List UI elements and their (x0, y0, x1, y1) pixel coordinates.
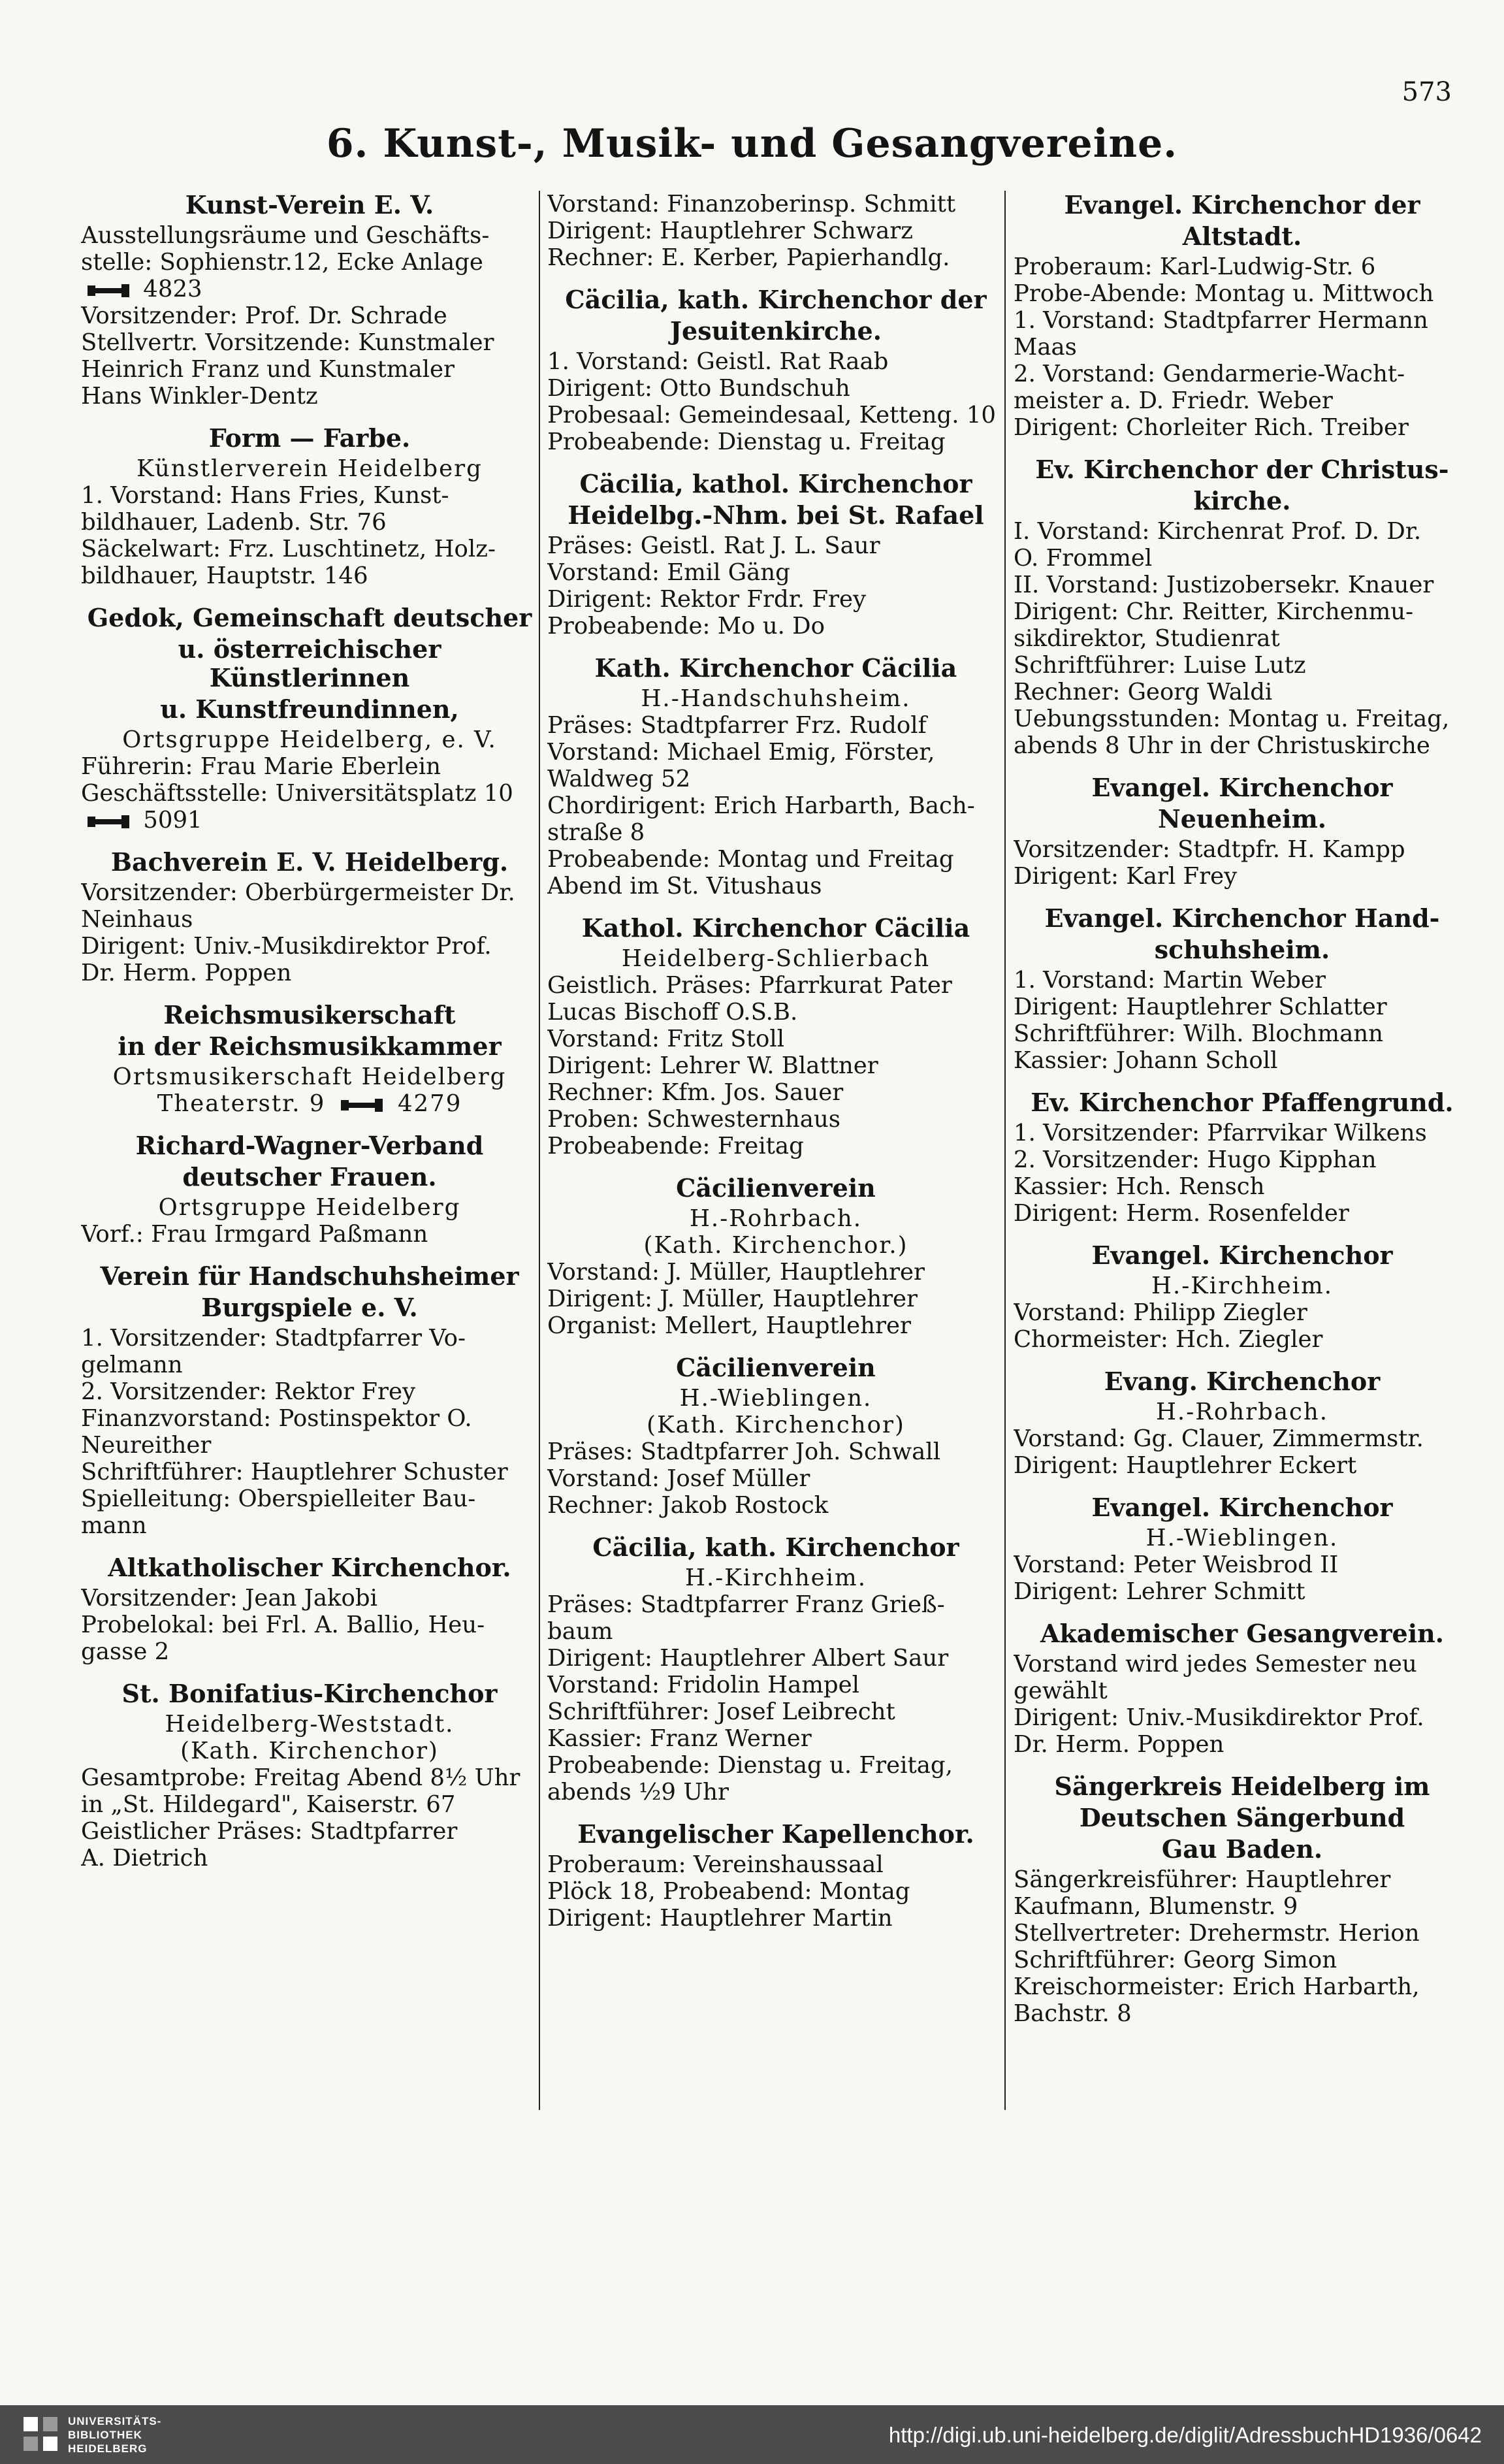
column-divider (539, 191, 540, 2110)
entry-line: Dirigent: Hauptlehrer Martin (547, 1905, 893, 1932)
entry-line: Vorstand wird jedes Semester neu (1014, 1651, 1417, 1678)
entry-line: Proben: Schwesternhaus (547, 1106, 840, 1133)
entry-line: Rechner: Georg Waldi (1014, 679, 1273, 705)
source-url[interactable]: http://digi.ub.uni-heidelberg.de/diglit/AdressbuchHD1936/0642 (888, 2423, 1482, 2447)
directory-entry (547, 285, 1004, 455)
entry-line: Dr. Herm. Poppen (1014, 1731, 1224, 1758)
entry-line: Probeabende: Freitag (547, 1133, 804, 1159)
entry-subheading: Ortsmusikerschaft Heidelberg (112, 1063, 507, 1090)
entry-line: Dirigent: Lehrer W. Blattner (547, 1052, 878, 1079)
entry-line: 2. Vorsitzender: Rektor Frey (81, 1378, 416, 1405)
directory-entry (547, 470, 1004, 640)
entry-heading: Evangel. Kirchenchor (1091, 773, 1393, 802)
directory-entry (547, 1354, 1004, 1519)
telephone-icon (338, 1096, 385, 1114)
directory-entry (81, 1131, 538, 1248)
directory-entry (81, 604, 538, 834)
entry-subheading: Ortsgruppe Heidelberg (158, 1194, 461, 1221)
entry-line: Präses: Stadtpfarrer Franz Grieß- (547, 1591, 945, 1618)
entry-heading: u. Kunstfreundinnen, (160, 694, 459, 724)
column-1 (81, 191, 538, 1886)
entry-line: gelmann (81, 1352, 183, 1378)
entry-subheading: Theaterstr. 9 4279 (157, 1090, 462, 1117)
directory-entry (547, 191, 1004, 271)
entry-line: Kassier: Johann Scholl (1014, 1047, 1278, 1074)
entry-line: Dirigent: Karl Frey (1014, 863, 1238, 890)
entry-line: Dirigent: Chorleiter Rich. Treiber (1014, 414, 1409, 441)
entry-line: Vorstand: Gg. Clauer, Zimmermstr. (1014, 1425, 1424, 1452)
directory-entry (1014, 904, 1471, 1074)
entry-line: Neureither (81, 1432, 212, 1459)
entry-line: Vorstand: Fritz Stoll (547, 1026, 785, 1052)
entry-line: Probelokal: bei Frl. A. Ballio, Heu- (81, 1612, 485, 1638)
entry-heading: Gedok, Gemeinschaft deutscher (87, 603, 532, 632)
entry-heading: Evangel. Kirchenchor (1091, 1493, 1393, 1522)
entry-line: Dirigent: Univ.-Musikdirektor Prof. (81, 933, 492, 960)
entry-line: abends 8 Uhr in der Christuskirche (1014, 732, 1430, 759)
entry-subheading: Heidelberg-Schlierbach (621, 945, 931, 972)
entry-line: 1. Vorsitzender: Pfarrvikar Wilkens (1014, 1120, 1427, 1146)
directory-entry (81, 848, 538, 986)
entry-subheading: Ortsgruppe Heidelberg, e. V. (122, 726, 497, 753)
entry-line: Dirigent: J. Müller, Hauptlehrer (547, 1286, 918, 1312)
entry-line: straße 8 (547, 819, 645, 846)
entry-line: Proberaum: Karl-Ludwig-Str. 6 (1014, 253, 1376, 280)
entry-line: Neinhaus (81, 906, 193, 933)
directory-entry (81, 424, 538, 589)
directory-entry (1014, 1493, 1471, 1605)
entry-line: Dirigent: Lehrer Schmitt (1014, 1578, 1305, 1605)
entry-heading: kirche. (1193, 486, 1291, 515)
entry-line: Lucas Bischoff O.S.B. (547, 999, 798, 1026)
entry-line: Waldweg 52 (547, 766, 691, 792)
entry-line: abends ½9 Uhr (547, 1779, 729, 1806)
entry-line: Stellvertreter: Drehermstr. Herion (1014, 1920, 1420, 1947)
entry-subheading: H.-Wieblingen. (1145, 1525, 1339, 1551)
entry-heading: Neuenheim. (1157, 804, 1327, 834)
entry-heading: Jesuitenkirche. (670, 316, 882, 346)
entry-line: Schriftführer: Josef Leibrecht (547, 1698, 895, 1725)
entry-heading: Bachverein E. V. Heidelberg. (110, 847, 509, 877)
entry-line: Rechner: Jakob Rostock (547, 1492, 829, 1519)
library-name-line: BIBLIOTHEK (68, 2429, 142, 2441)
entry-line: 2. Vorsitzender: Hugo Kipphan (1014, 1146, 1377, 1173)
entry-line: Dirigent: Univ.-Musikdirektor Prof. (1014, 1704, 1424, 1731)
directory-entry (1014, 773, 1471, 890)
directory-entry (81, 191, 538, 410)
entry-line: Probeabende: Mo u. Do (547, 613, 825, 640)
entry-heading: Evangelischer Kapellenchor. (577, 1819, 974, 1849)
entry-heading: Evangel. Kirchenchor Hand- (1044, 903, 1440, 933)
entry-line: mann (81, 1512, 147, 1539)
entry-line: II. Vorstand: Justizobersekr. Knauer (1014, 572, 1434, 598)
entry-subheading: (Kath. Kirchenchor) (647, 1412, 905, 1438)
entry-heading: Burgspiele e. V. (201, 1293, 418, 1322)
library-name (68, 2414, 161, 2456)
entry-line: Vorstand: Josef Müller (547, 1465, 810, 1492)
telephone-icon (85, 282, 132, 300)
entry-line: Dirigent: Chr. Reitter, Kirchenmu- (1014, 598, 1414, 625)
entry-heading: Altkatholischer Kirchenchor. (108, 1553, 511, 1582)
entry-subheading: H.-Rohrbach. (1155, 1399, 1329, 1425)
entry-subheading: Heidelberg-Weststadt. (165, 1711, 455, 1738)
entry-line: Sängerkreisführer: Hauptlehrer (1014, 1866, 1391, 1893)
page-number: 573 (1401, 77, 1452, 107)
entry-line: Vorstand: Michael Emig, Förster, (547, 739, 935, 766)
entry-heading: Ev. Kirchenchor Pfaffengrund. (1031, 1088, 1454, 1117)
directory-entry (547, 654, 1004, 900)
entry-line: Proberaum: Vereinshaussaal (547, 1851, 884, 1878)
library-logo-icon (20, 2413, 61, 2455)
entry-subheading: (Kath. Kirchenchor) (180, 1738, 439, 1764)
entry-line: Organist: Mellert, Hauptlehrer (547, 1312, 911, 1339)
entry-line: 4823 (81, 276, 538, 302)
entry-heading: St. Bonifatius-Kirchenchor (121, 1679, 498, 1708)
entry-heading: Reichsmusikerschaft (163, 1000, 456, 1029)
directory-entry (81, 1553, 538, 1665)
entry-heading: Gau Baden. (1161, 1834, 1323, 1864)
entry-line: Dirigent: Herm. Rosenfelder (1014, 1200, 1349, 1227)
entry-heading: Cäcilia, kath. Kirchenchor (592, 1532, 959, 1562)
entry-line: Säckelwart: Frz. Luschtinetz, Holz- (81, 536, 496, 562)
entry-line: bildhauer, Hauptstr. 146 (81, 562, 368, 589)
directory-entry (547, 1820, 1004, 1932)
entry-line: Dirigent: Rektor Frdr. Frey (547, 586, 867, 613)
entry-heading: Heidelbg.-Nhm. bei St. Rafael (568, 500, 984, 530)
entry-line: gasse 2 (81, 1638, 170, 1665)
directory-entry (547, 1174, 1004, 1339)
entry-line: 1. Vorsitzender: Stadtpfarrer Vo- (81, 1325, 466, 1352)
entry-subheading: H.-Wieblingen. (679, 1385, 872, 1412)
entry-line: Vorstand: Emil Gäng (547, 559, 790, 586)
entry-heading: Kath. Kirchenchor Cäcilia (594, 653, 957, 683)
entry-line: Dirigent: Otto Bundschuh (547, 375, 850, 402)
entry-subheading: H.-Kirchheim. (684, 1564, 867, 1591)
entry-line: Schriftführer: Wilh. Blochmann (1014, 1020, 1383, 1047)
entry-line: Kassier: Franz Werner (547, 1725, 812, 1752)
entry-line: Maas (1014, 334, 1077, 361)
entry-line: Plöck 18, Probeabend: Montag (547, 1878, 910, 1905)
entry-heading: Kunst-Verein E. V. (185, 190, 434, 219)
directory-entry (81, 1262, 538, 1539)
entry-line: Chordirigent: Erich Harbarth, Bach- (547, 792, 975, 819)
entry-line: Stellvertr. Vorsitzende: Kunstmaler (81, 329, 494, 356)
entry-subheading: H.-Kirchheim. (1151, 1273, 1333, 1299)
entry-line: Geschäftsstelle: Universitätsplatz 10 (81, 780, 513, 807)
entry-line: Vorsitzender: Prof. Dr. Schrade (81, 302, 447, 329)
entry-line: 1. Vorstand: Geistl. Rat Raab (547, 348, 889, 375)
entry-line: Abend im St. Vitushaus (547, 873, 822, 900)
entry-heading: Akademischer Gesangverein. (1040, 1619, 1444, 1648)
column-3 (1014, 191, 1471, 2041)
entry-line: 5091 (81, 807, 538, 834)
entry-heading: Verein für Handschuhsheimer (100, 1261, 519, 1291)
directory-entry (547, 914, 1004, 1159)
entry-heading: in der Reichsmusikkammer (118, 1031, 502, 1061)
entry-line: Vorstand: Finanzoberinsp. Schmitt (547, 191, 956, 218)
directory-entry (1014, 455, 1471, 759)
entry-line: Präses: Geistl. Rat J. L. Saur (547, 532, 880, 559)
entry-line: Kaufmann, Blumenstr. 9 (1014, 1893, 1298, 1920)
entry-line: Dirigent: Hauptlehrer Schlatter (1014, 994, 1387, 1020)
entry-heading: schuhsheim. (1154, 935, 1330, 964)
entry-line: A. Dietrich (81, 1845, 208, 1872)
entry-heading: Cäcilia, kath. Kirchenchor der (565, 285, 987, 314)
entry-line: Präses: Stadtpfarrer Joh. Schwall (547, 1438, 941, 1465)
entry-heading: Evang. Kirchenchor (1104, 1367, 1381, 1396)
entry-heading: Deutschen Sängerbund (1079, 1803, 1405, 1832)
entry-heading: Form — Farbe. (208, 423, 411, 453)
entry-line: Spielleitung: Oberspielleiter Bau- (81, 1485, 476, 1512)
entry-line: Kassier: Hch. Rensch (1014, 1173, 1265, 1200)
entry-line: Probeabende: Dienstag u. Freitag, (547, 1752, 953, 1779)
entry-line: Probeabende: Montag und Freitag (547, 846, 954, 873)
entry-heading: Cäcilienverein (676, 1173, 876, 1203)
entry-line: Schriftführer: Georg Simon (1014, 1947, 1337, 1973)
entry-heading: Richard-Wagner-Verband (135, 1131, 484, 1160)
column-divider (1004, 191, 1006, 2110)
entry-line: Heinrich Franz und Kunstmaler (81, 356, 455, 383)
entry-line: bildhauer, Ladenb. Str. 76 (81, 509, 387, 536)
entry-heading: Kathol. Kirchenchor Cäcilia (581, 913, 970, 943)
entry-line: in „St. Hildegard", Kaiserstr. 67 (81, 1791, 456, 1818)
entry-line: Vorstand: Philipp Ziegler (1014, 1299, 1307, 1326)
entry-line: Geistlicher Präses: Stadtpfarrer (81, 1818, 458, 1845)
directory-entry (1014, 1367, 1471, 1479)
entry-subheading: H.-Rohrbach. (689, 1205, 863, 1232)
entry-line: Ausstellungsräume und Geschäfts- (81, 222, 490, 249)
directory-entry (1014, 1241, 1471, 1353)
directory-entry (1014, 191, 1471, 441)
entry-line: Chormeister: Hch. Ziegler (1014, 1326, 1323, 1353)
entry-line: Dirigent: Hauptlehrer Albert Saur (547, 1645, 949, 1672)
entry-line: stelle: Sophienstr.12, Ecke Anlage (81, 249, 483, 276)
entry-heading: Evangel. Kirchenchor der (1064, 190, 1420, 219)
entry-line: Schriftführer: Hauptlehrer Schuster (81, 1459, 508, 1485)
library-name-line: HEIDELBERG (68, 2442, 148, 2455)
column-2 (547, 191, 1004, 1946)
entry-line: Vorsitzender: Jean Jakobi (81, 1585, 377, 1612)
entry-heading: Cäcilia, kathol. Kirchenchor (579, 469, 972, 498)
entry-line: Probesaal: Gemeindesaal, Ketteng. 10 (547, 402, 997, 429)
entry-line: Dirigent: Hauptlehrer Schwarz (547, 218, 913, 244)
entry-heading: Cäcilienverein (676, 1353, 876, 1382)
entry-line: Uebungsstunden: Montag u. Freitag, (1014, 705, 1450, 732)
entry-line: 2. Vorstand: Gendarmerie-Wacht- (1014, 361, 1405, 387)
entry-line: Hans Winkler-Dentz (81, 383, 318, 410)
directory-entry (1014, 1772, 1471, 2027)
entry-line: Kreischormeister: Erich Harbarth, (1014, 1973, 1420, 2000)
entry-line: Vorsitzender: Stadtpfr. H. Kampp (1014, 836, 1405, 863)
entry-line: Dirigent: Hauptlehrer Eckert (1014, 1452, 1357, 1479)
entry-line: 1. Vorstand: Stadtpfarrer Hermann (1014, 307, 1428, 334)
directory-entry (1014, 1088, 1471, 1227)
entry-subheading: Künstlerverein Heidelberg (136, 455, 483, 482)
page-title: 6. Kunst-, Musik- und Gesangvereine. (326, 121, 1178, 167)
directory-entry (547, 1533, 1004, 1806)
entry-line: I. Vorstand: Kirchenrat Prof. D. Dr. (1014, 518, 1422, 545)
entry-line: Führerin: Frau Marie Eberlein (81, 753, 441, 780)
entry-heading: u. österreichischer Künstlerinnen (178, 634, 441, 692)
entry-line: Finanzvorstand: Postinspektor O. (81, 1405, 472, 1432)
entry-line: Bachstr. 8 (1014, 2000, 1132, 2027)
entry-line: Vorstand: J. Müller, Hauptlehrer (547, 1259, 925, 1286)
entry-line: Probe-Abende: Montag u. Mittwoch (1014, 280, 1434, 307)
entry-line: baum (547, 1618, 613, 1645)
entry-line: Probeabende: Dienstag u. Freitag (547, 429, 946, 455)
entry-line: meister a. D. Friedr. Weber (1014, 387, 1333, 414)
directory-entry (81, 1679, 538, 1872)
entry-line: gewählt (1014, 1678, 1108, 1704)
telephone-icon (85, 813, 132, 831)
entry-line: Rechner: E. Kerber, Papierhandlg. (547, 244, 950, 271)
entry-line: Vorstand: Peter Weisbrod II (1014, 1551, 1339, 1578)
entry-line: sikdirektor, Studienrat (1014, 625, 1280, 652)
entry-line: Vorsitzender: Oberbürgermeister Dr. (81, 879, 515, 906)
library-name-line: UNIVERSITÄTS- (68, 2415, 162, 2427)
entry-line: Rechner: Kfm. Jos. Sauer (547, 1079, 844, 1106)
entry-heading: Altstadt. (1182, 221, 1302, 251)
entry-subheading: (Kath. Kirchenchor.) (643, 1232, 908, 1259)
entry-line: Vorf.: Frau Irmgard Paßmann (81, 1221, 428, 1248)
entry-line: Vorstand: Fridolin Hampel (547, 1672, 859, 1698)
directory-entry (81, 1001, 538, 1117)
entry-line: 1. Vorstand: Hans Fries, Kunst- (81, 482, 449, 509)
entry-line: Gesamtprobe: Freitag Abend 8½ Uhr (81, 1764, 520, 1791)
entry-heading: Evangel. Kirchenchor (1091, 1240, 1393, 1270)
entry-line: O. Frommel (1014, 545, 1153, 572)
entry-heading: Sängerkreis Heidelberg im (1054, 1772, 1430, 1801)
entry-line: Geistlich. Präses: Pfarrkurat Pater (547, 972, 952, 999)
entry-line: Präses: Stadtpfarrer Frz. Rudolf (547, 712, 927, 739)
entry-line: Schriftführer: Luise Lutz (1014, 652, 1306, 679)
directory-entry (1014, 1619, 1471, 1758)
entry-line: 1. Vorstand: Martin Weber (1014, 967, 1326, 994)
entry-subheading: H.-Handschuhsheim. (641, 685, 911, 712)
entry-heading: deutscher Frauen. (182, 1162, 437, 1191)
footer-bar (0, 2405, 1504, 2464)
entry-heading: Ev. Kirchenchor der Christus- (1035, 455, 1449, 484)
entry-line: Dr. Herm. Poppen (81, 960, 292, 986)
